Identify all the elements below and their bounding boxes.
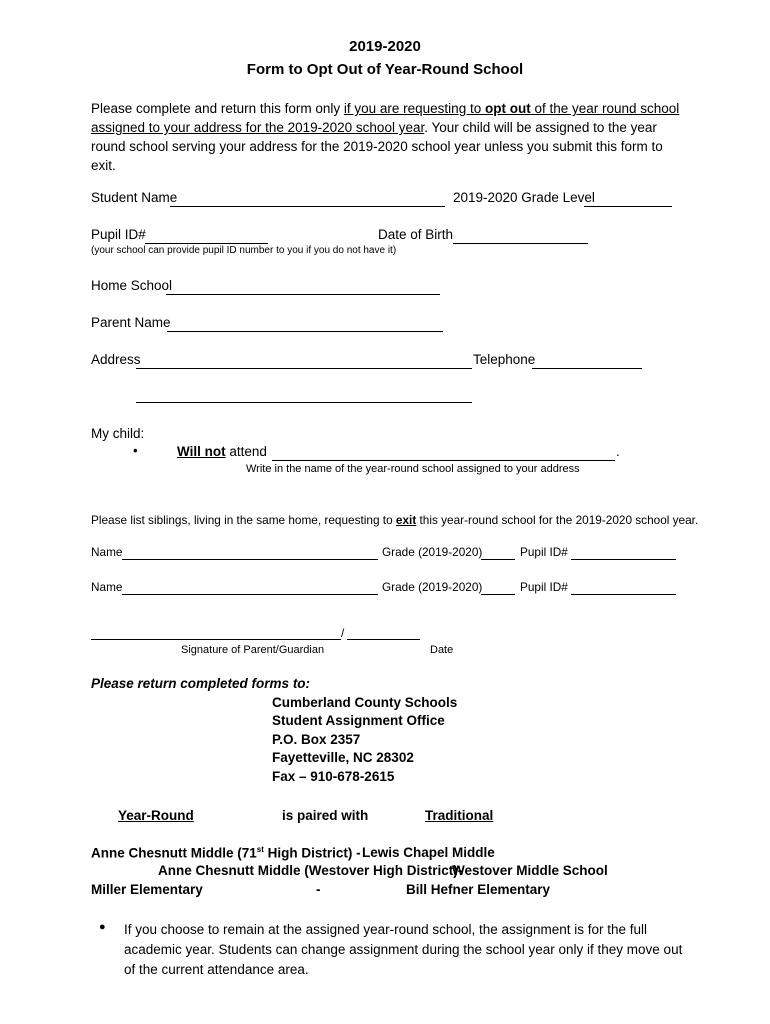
sibling-2-pupil-field[interactable] — [571, 594, 676, 595]
attend-period: . — [616, 444, 620, 459]
sibling-2-name-field[interactable] — [122, 594, 378, 595]
pairing-row-1-text-a: Anne Chesnutt Middle (71 — [91, 845, 257, 861]
bullet-icon: • — [133, 443, 138, 458]
return-line-2: Student Assignment Office — [272, 713, 445, 728]
address-field[interactable] — [136, 368, 472, 369]
note-bullet-icon: ● — [99, 921, 106, 933]
grade-level-field[interactable] — [584, 206, 672, 207]
pairing-col-paired: is paired with — [282, 808, 369, 823]
pupil-id-note: (your school can provide pupil ID number to you if you do not have it) — [91, 245, 397, 256]
signature-date-field[interactable] — [347, 639, 420, 640]
sibling-2-grade-field[interactable] — [481, 594, 515, 595]
siblings-text-1: Please list siblings, living in the same home, requesting to — [91, 513, 396, 527]
siblings-text-3: this year-round school for the 2019-2020 school year. — [416, 513, 699, 527]
intro-paragraph — [91, 99, 681, 175]
pairing-row-1-text-b: High District) - — [263, 845, 361, 861]
pairing-row-2-traditional: Westover Middle School — [452, 863, 608, 878]
home-school-field[interactable] — [166, 294, 440, 295]
signature-label: Signature of Parent/Guardian — [181, 644, 325, 656]
sibling-1-name-label: Name — [91, 545, 123, 559]
attend-text: attend — [225, 444, 267, 459]
sibling-2-grade-label: Grade (2019-2020) — [382, 580, 483, 594]
student-name-label: Student Name — [91, 190, 178, 205]
student-name-field[interactable] — [170, 206, 445, 207]
return-heading: Please return completed forms to: — [91, 676, 311, 691]
intro-text-4: of the year round school assigned to your address for the 2019-2020 school year — [91, 101, 680, 135]
sibling-2-pupil-label: Pupil ID# — [520, 580, 568, 594]
intro-text-1: Please complete and return this form only — [91, 101, 344, 116]
sibling-1-grade-field[interactable] — [481, 559, 515, 560]
form-title: Form to Opt Out of Year-Round School — [246, 61, 524, 78]
pairing-row-1-yearround — [91, 845, 361, 861]
will-not-attend — [177, 444, 267, 459]
sibling-1-pupil-label: Pupil ID# — [520, 545, 568, 559]
pairing-row-2-yearround: Anne Chesnutt Middle (Westover High District)- — [158, 863, 463, 878]
intro-text-2: if you are requesting to — [343, 101, 485, 116]
intro-opt-out: opt out — [484, 101, 531, 116]
pairing-col-yearround: Year-Round — [118, 808, 194, 823]
pairing-col-traditional: Traditional — [425, 808, 494, 823]
my-child-label: My child: — [91, 426, 145, 441]
siblings-instructions — [91, 513, 698, 527]
address-label: Address — [91, 352, 141, 367]
pairing-row-3-traditional: Bill Hefner Elementary — [406, 882, 551, 897]
sibling-2-name-label: Name — [91, 580, 123, 594]
sibling-1-grade-label: Grade (2019-2020) — [382, 545, 483, 559]
return-line-3: P.O. Box 2357 — [272, 732, 361, 747]
assigned-school-field[interactable] — [272, 460, 615, 461]
telephone-field[interactable] — [532, 368, 642, 369]
note-text: If you choose to remain at the assigned year-round school, the assignment is for the full academic year. Students can change assignment during the school year only if they move out of the current attendance area. — [124, 922, 683, 977]
return-line-1: Cumberland County Schools — [272, 695, 458, 710]
signature-field[interactable] — [91, 639, 341, 640]
pairing-row-3-dash: - — [316, 882, 321, 897]
pupil-id-field[interactable] — [145, 243, 268, 244]
parent-name-label: Parent Name — [91, 315, 171, 330]
intro-text-5: . Your child will be assigned to the year round school serving your address for the 2019-2020 school year unless you submit this form to exit. — [91, 120, 663, 173]
assigned-school-note: Write in the name of the year-round school assigned to your address — [246, 463, 580, 475]
address-line-2-field[interactable] — [136, 402, 472, 403]
pupil-id-label: Pupil ID# — [91, 227, 146, 242]
pairing-row-1-sup: st — [256, 845, 264, 854]
dob-label: Date of Birth — [378, 227, 454, 242]
signature-slash: / — [341, 626, 345, 640]
sibling-1-pupil-field[interactable] — [571, 559, 676, 560]
siblings-exit: exit — [395, 513, 417, 527]
pairing-row-3-yearround: Miller Elementary — [91, 882, 203, 897]
parent-name-field[interactable] — [167, 331, 443, 332]
sibling-1-name-field[interactable] — [122, 559, 378, 560]
return-line-5: Fax – 910-678-2615 — [272, 769, 395, 784]
will-not-text: Will not — [177, 444, 226, 459]
pairing-row-1-traditional: Lewis Chapel Middle — [362, 845, 495, 860]
grade-level-label: 2019-2020 Grade Level — [453, 190, 595, 205]
signature-date-label: Date — [430, 644, 454, 656]
return-line-4: Fayetteville, NC 28302 — [272, 750, 414, 765]
home-school-label: Home School — [91, 278, 173, 293]
form-year: 2019-2020 — [349, 38, 421, 55]
telephone-label: Telephone — [473, 352, 536, 367]
dob-field[interactable] — [453, 243, 588, 244]
